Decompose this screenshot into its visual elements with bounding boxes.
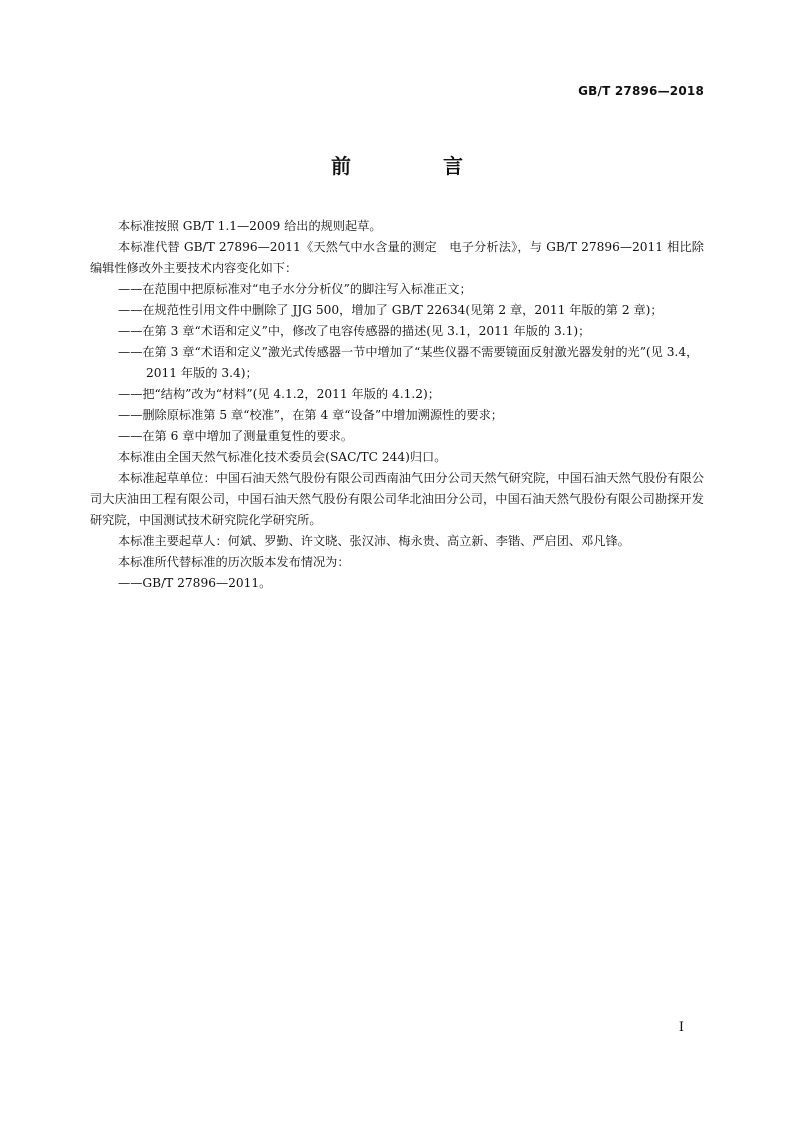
change-item-text: ——把“结构”改为“材料”(见 4.1.2，2011 年版的 4.1.2)； [118,387,440,401]
change-item [90,300,704,321]
history-item [90,573,704,594]
paragraph-committee: 本标准由全国天然气标准化技术委员会(SAC/TC 244)归口。 [118,450,447,464]
change-item [90,342,704,384]
paragraph-drafting-units: 本标准起草单位：中国石油天然气股份有限公司西南油气田分公司天然气研究院，中国石油天然气股份有限公司大庆油田工程有限公司，中国石油天然气股份有限公司华北油田分公司，中国石油天然气股份有限公司勘探开发研究院，中国测试技术研究院化学研究所。 [90,471,704,527]
change-item-text: ——在第 6 章中增加了测量重复性的要求。 [118,429,353,443]
document-body [90,216,704,594]
page-title: 前 言 [331,154,499,178]
paragraph-drafters: 本标准主要起草人：何斌、罗勤、许文晓、张汉沛、梅永贵、高立新、李锴、严启团、邓凡锋。 [118,534,630,548]
standard-number: GB/T 27896—2018 [578,84,704,98]
change-item [90,384,704,405]
change-item-text: ——在第 3 章“术语和定义”激光式传感器一节中增加了“某些仪器不需要镜面反射激光器发射的光”(见 3.4，2011 年版的 3.4)； [118,345,699,380]
paragraph-drafting-rules: 本标准按照 GB/T 1.1—2009 给出的规则起草。 [118,219,382,233]
change-item-text: ——在第 3 章“术语和定义”中，修改了电容传感器的描述(见 3.1，2011 年版的 3.1)； [118,324,591,338]
page-number: I [678,1020,684,1035]
change-item-text: ——删除原标准第 5 章“校准”，在第 4 章“设备”中增加溯源性的要求； [118,408,503,422]
change-item-text: ——在范围中把原标准对“电子水分分析仪”的脚注写入标准正文； [118,282,472,296]
change-item [90,426,704,447]
change-item-text: ——在规范性引用文件中删除了 JJG 500，增加了 GB/T 22634(见第 2 章，2011 年版的第 2 章)； [118,303,663,317]
paragraph-history: 本标准所代替标准的历次版本发布情况为： [118,555,350,569]
paragraph-replacement: 本标准代替 GB/T 27896—2011《天然气中水含量的测定 电子分析法》，与 GB/T 27896—2011 相比除编辑性修改外主要技术内容变化如下： [90,240,704,275]
history-item-text: ——GB/T 27896—2011。 [118,576,272,590]
change-item [90,405,704,426]
change-item [90,321,704,342]
change-item [90,279,704,300]
